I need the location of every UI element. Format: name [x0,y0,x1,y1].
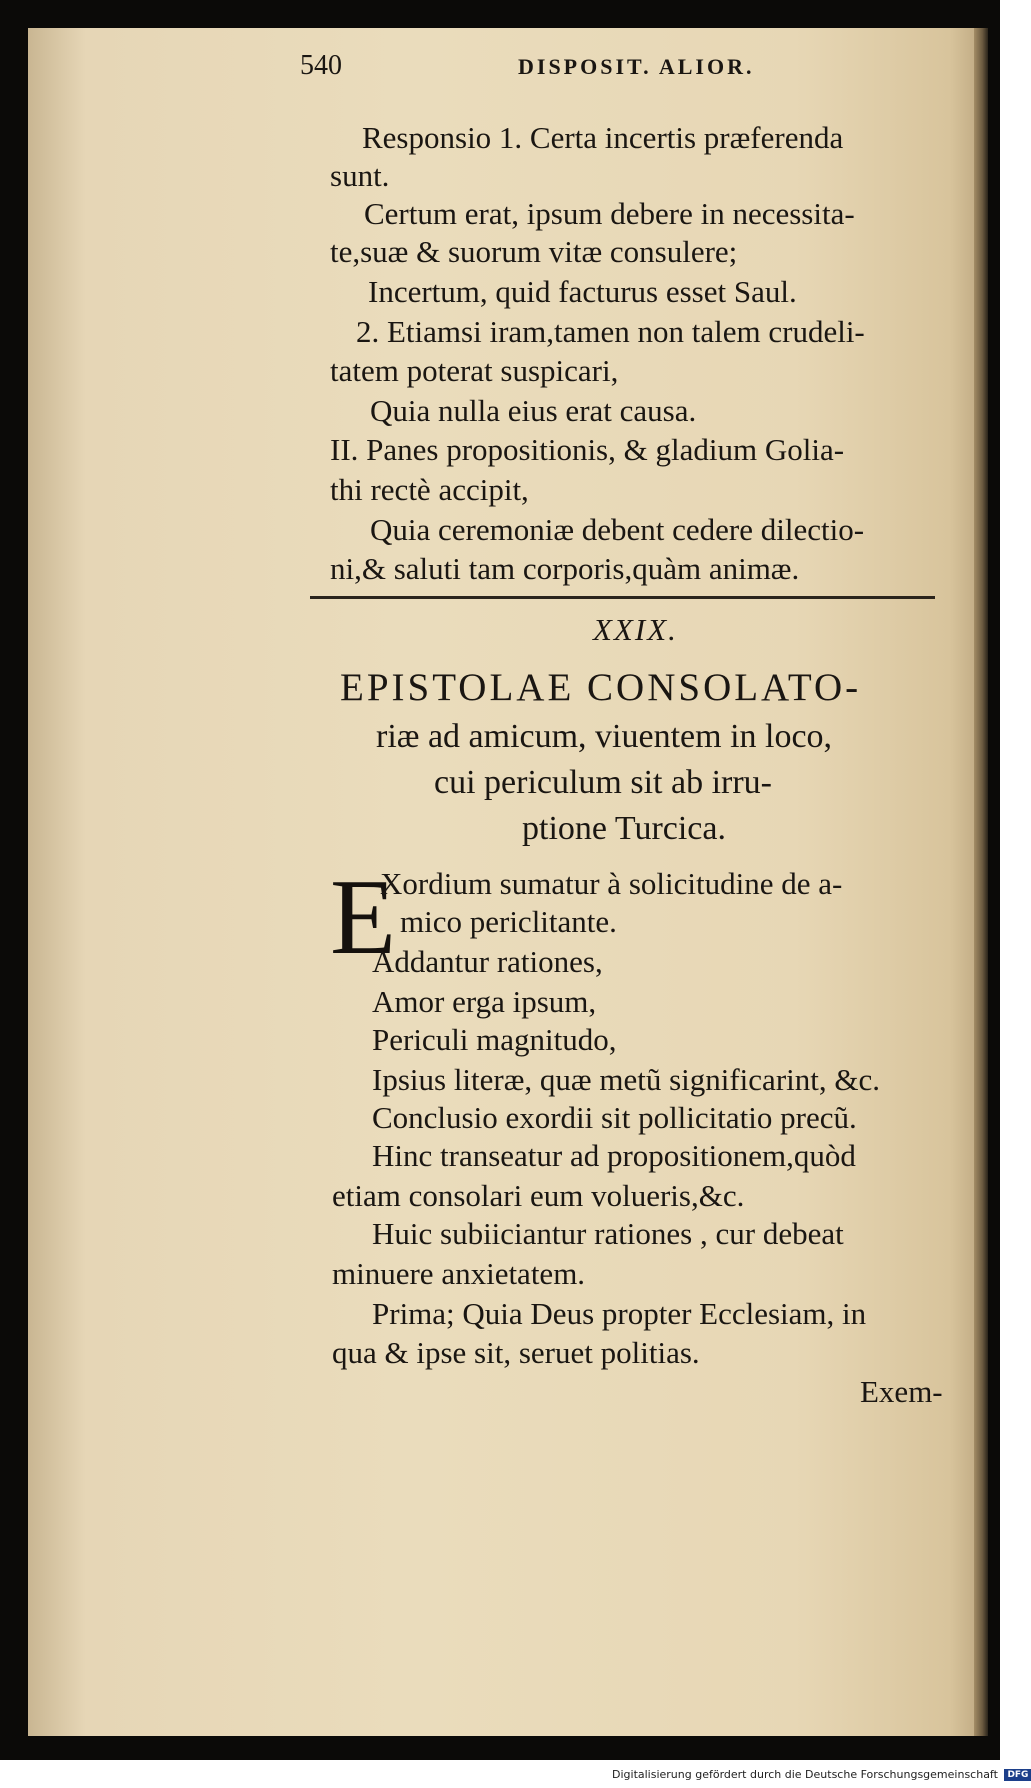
section-title-caps: EPISTOLAE CONSOLATO- [340,666,862,709]
text-line: etiam consolari eum volueris,&c. [332,1178,745,1213]
text-line: Periculi magnitudo, [372,1022,617,1057]
text-line: Prima; Quia Deus propter Ecclesiam, in [372,1296,867,1331]
page-number: 540 [300,50,342,81]
text-line: Amor erga ipsum, [372,984,597,1019]
text-line: te,suæ & suorum vitæ consulere; [330,234,738,269]
footer-text: Digitalisierung gefördert durch die Deutsche Forschungsgemeinschaft [612,1768,998,1781]
section-title-line: cui periculum sit ab irru- [434,764,773,801]
text-line: Responsio 1. Certa incertis præferenda [362,120,844,155]
page-edge [974,28,988,1736]
text-line: minuere anxietatem. [332,1256,586,1291]
text-line: mico periclitante. [400,904,617,939]
text-line: 2. Etiamsi iram,tamen non talem crudeli- [356,314,865,349]
text-line: Huic subiiciantur rationes , cur debeat [372,1216,844,1251]
text-line: tatem poterat suspicari, [330,353,619,388]
section-title-line: riæ ad amicum, viuentem in loco, [376,718,833,755]
section-title-line: ptione Turcica. [522,810,726,847]
text-line: qua & ipse sit, seruet politias. [332,1335,700,1370]
section-number: XXIX. [593,612,678,647]
digitization-footer [612,1768,1031,1781]
text-line: Certum erat, ipsum debere in necessita- [364,196,855,231]
dfg-logo: DFG [1004,1769,1031,1781]
drop-capital: E [330,858,396,977]
text-line: Xordium sumatur à solicitudine de a- [380,866,843,901]
text-line: Conclusio exordii sit pollicitatio precũ. [372,1100,857,1135]
text-line: sunt. [330,158,390,193]
text-line: Incertum, quid facturus esset Saul. [368,274,797,309]
running-title: DISPOSIT. ALIOR. [518,54,755,79]
text-line: Ipsius literæ, quæ metũ significarint, &c. [372,1062,880,1097]
text-line: Quia ceremoniæ debent cedere dilectio- [370,512,865,547]
text-line: ni,& saluti tam corporis,quàm animæ. [330,551,800,586]
catchword: Exem- [860,1374,943,1409]
section-rule [310,596,935,599]
text-line: Addantur rationes, [372,944,603,979]
text-line: Hinc transeatur ad propositionem,quòd [372,1138,856,1173]
text-line: thi rectè accipit, [330,472,529,507]
text-line: II. Panes propositionis, & gladium Golia- [330,432,845,467]
text-line: Quia nulla eius erat causa. [370,393,697,428]
